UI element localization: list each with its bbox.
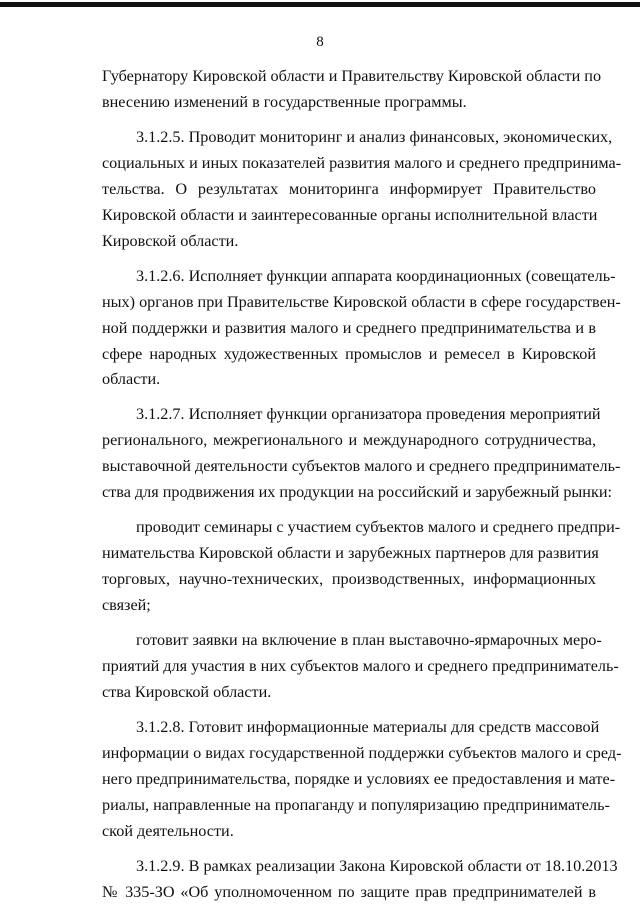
text-line: риалы, направленные на пропаганду и популяризацию предприниматель- bbox=[102, 795, 610, 814]
top-border-line bbox=[0, 2, 640, 7]
text-line: социальных и иных показателей развития малого и среднего предпринима- bbox=[102, 153, 622, 172]
text-line: выставочной деятельности субъектов малого и среднего предприниматель- bbox=[102, 457, 621, 476]
paragraph-3-1-2-7 bbox=[102, 402, 621, 506]
text-line: 3.1.2.5. Проводит мониторинг и анализ финансовых, экономических, bbox=[136, 127, 613, 146]
text-line: области. bbox=[102, 370, 161, 389]
text-line: ства для продвижения их продукции на российский и зарубежный рынки: bbox=[102, 483, 612, 502]
text-line: него предпринимательства, порядке и условиях ее предоставления и мате- bbox=[102, 769, 616, 788]
paragraph-applications bbox=[102, 628, 619, 706]
text-line: торговых, научно-технических, производственных, информационных bbox=[102, 570, 596, 589]
paragraph-3-1-2-5 bbox=[102, 125, 622, 255]
text-line: ной поддержки и развития малого и среднего предпринимательства и в bbox=[102, 318, 596, 337]
paragraph-seminars bbox=[102, 515, 621, 619]
paragraph-3-1-2-6 bbox=[102, 264, 621, 394]
text-line: 3.1.2.8. Готовит информационные материалы для средств массовой bbox=[136, 717, 600, 736]
text-line: № 335-ЗО «Об уполномоченном по защите прав предпринимателей в bbox=[102, 882, 596, 901]
text-line: приятий для участия в них субъектов малого и среднего предприниматель- bbox=[102, 657, 619, 676]
text-line: внесению изменений в государственные программы. bbox=[102, 92, 467, 111]
text-line: сфере народных художественных промыслов и ремесел в Кировской bbox=[102, 344, 596, 363]
text-line: ской деятельности. bbox=[102, 821, 234, 840]
text-line: ства Кировской области. bbox=[102, 682, 272, 701]
text-line: связей; bbox=[102, 596, 151, 615]
page-number: 8 bbox=[316, 34, 324, 50]
text-line: информации о видах государственной поддержки субъектов малого и сред- bbox=[102, 743, 622, 762]
text-line: Кировской области. bbox=[102, 231, 239, 250]
text-line: регионального, межрегионального и международного сотрудничества, bbox=[102, 431, 596, 450]
text-line: ных) органов при Правительстве Кировской области в сфере государствен- bbox=[102, 292, 621, 311]
text-line: 3.1.2.6. Исполняет функции аппарата координационных (совещатель- bbox=[136, 266, 616, 285]
paragraph-intro-continuation bbox=[102, 64, 602, 116]
text-line: 3.1.2.9. В рамках реализации Закона Кировской области от 18.10.2013 bbox=[136, 856, 618, 875]
document-body bbox=[102, 64, 622, 906]
text-line: проводит семинары с участием субъектов малого и среднего предпри- bbox=[136, 518, 621, 537]
text-line: Кировской области и заинтересованные органы исполнительной власти bbox=[102, 205, 598, 224]
text-line: готовит заявки на включение в план выставочно-ярмарочных меро- bbox=[136, 631, 602, 650]
text-line: 3.1.2.7. Исполняет функции организатора проведения мероприятий bbox=[136, 405, 601, 424]
paragraph-3-1-2-9 bbox=[102, 854, 618, 906]
text-line: нимательства Кировской области и зарубежных партнеров для развития bbox=[102, 544, 599, 563]
text-line: Губернатору Кировской области и Правительству Кировской области по bbox=[102, 67, 602, 85]
paragraph-3-1-2-8 bbox=[102, 715, 622, 845]
text-line: тельства. О результатах мониторинга информирует Правительство bbox=[102, 179, 596, 198]
